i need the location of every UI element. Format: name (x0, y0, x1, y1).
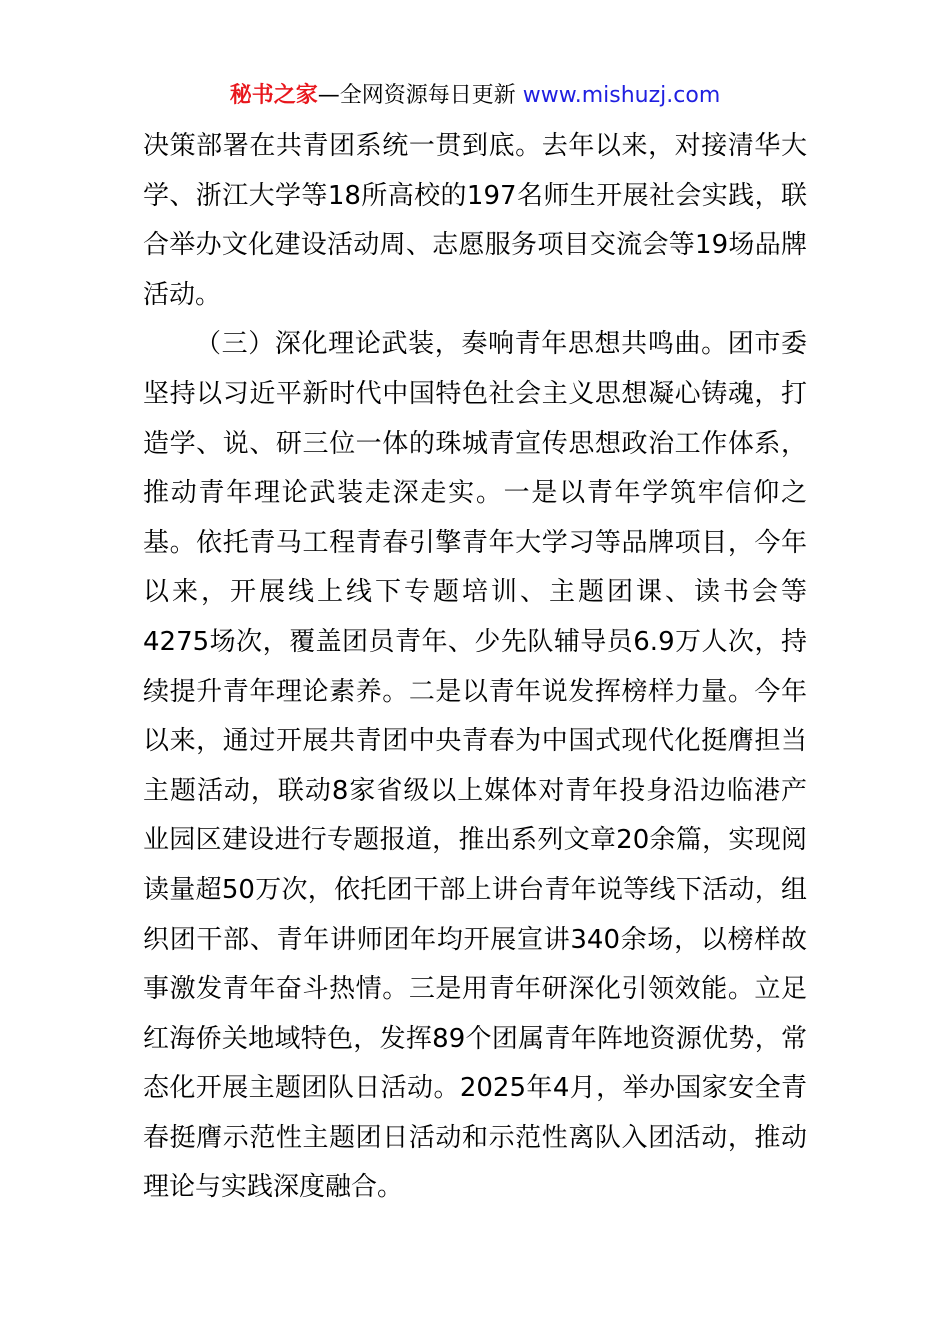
website-link[interactable]: www.mishuzj.com (522, 83, 721, 108)
header-tagline: —全网资源每日更新 (317, 83, 523, 108)
paragraph-section-three: （三）深化理论武装，奏响青年思想共鸣曲。团市委坚持以习近平新时代中国特色社会主义思想凝心铸魂，打造学、说、研三位一体的珠城青宣传思想政治工作体系，推动青年理论武装走深走实。一是以青年学筑牢信仰之基。依托青马工程青春引擎青年大学习等品牌项目，今年以来，开展线上线下专题培训、主题团课、读书会等4275场次，覆盖团员青年、少先队辅导员6.9万人次，持续提升青年理论素养。二是以青年说发挥榜样力量。今年以来，通过开展共青团中央青春为中国式现代化挺膺担当主题活动，联动8家省级以上媒体对青年投身沿边临港产业园区建设进行专题报道，推出系列文章20余篇，实现阅读量超50万次，依托团干部上讲台青年说等线下活动，组织团干部、青年讲师团年均开展宣讲340余场，以榜样故事激发青年奋斗热情。三是用青年研深化引领效能。立足红海侨关地域特色，发挥89个团属青年阵地资源优势，常态化开展主题团队日活动。2025年4月，举办国家安全青春挺膺示范性主题团日活动和示范性离队入团活动，推动理论与实践深度融合。 (143, 329, 807, 1203)
document-body (143, 122, 807, 1213)
paragraph-continuation: 决策部署在共青团系统一贯到底。去年以来，对接清华大学、浙江大学等18所高校的197名师生开展社会实践，联合举办文化建设活动周、志愿服务项目交流会等19场品牌活动。 (143, 131, 807, 310)
brand-name: 秘书之家 (229, 83, 318, 108)
page-header (0, 80, 950, 112)
